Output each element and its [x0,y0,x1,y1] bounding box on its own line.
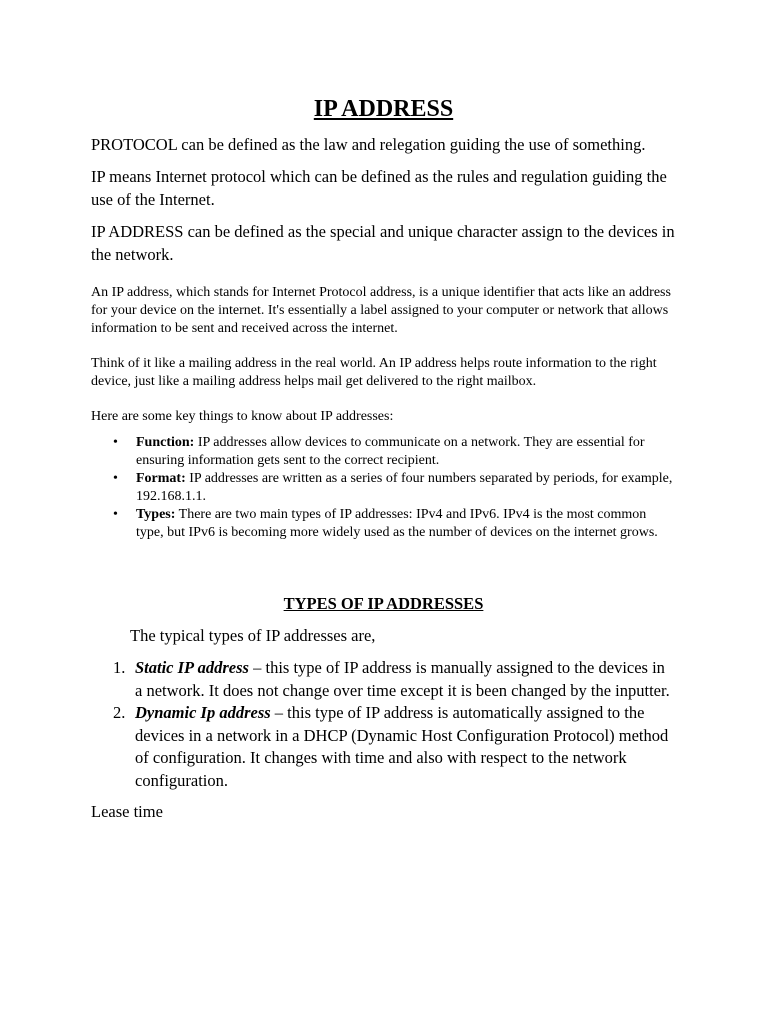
key-point-term: Types: [136,507,176,522]
list-number: 1. [113,658,126,677]
ip-definition: IP means Internet protocol which can be defined as the rules and regulation guiding the use of the Internet. [91,167,667,209]
document-title: IP ADDRESS [313,96,454,122]
key-point-text: IP addresses are written as a series of four numbers separated by periods, for example, 192.168.1.1. [136,471,673,504]
list-item [91,506,676,542]
types-intro: The typical types of IP addresses are, [130,626,376,645]
bullet-marker: • [113,435,118,450]
key-point-term: Format: [136,471,186,486]
dynamic-ip-description: – this type of IP address is automatically assigned to the devices in a network in a DHCP (Dynamic Host Configuration Protocol) method of configuration. It changes with time and also with respect to the network configuration. [135,703,669,790]
ip-types-list [91,657,676,792]
list-item [91,657,676,702]
list-number: 2. [113,703,126,722]
key-point-term: Function: [136,435,195,450]
types-section-heading: TYPES OF IP ADDRESSES [283,594,484,613]
key-points-list [91,434,676,542]
list-item [91,470,676,506]
mailing-analogy-paragraph: Think of it like a mailing address in the real world. An IP address helps route information to the right device, just like a mailing address helps mail get delivered to the right mailbox. [91,356,657,389]
ip-address-definition: IP ADDRESS can be defined as the special and unique character assign to the devices in the network. [91,222,675,264]
list-item [91,434,676,470]
key-point-text: There are two main types of IP addresses: IPv4 and IPv6. IPv4 is the most common type, but IPv6 is becoming more widely used as the number of devices on the internet grows. [136,507,658,540]
ip-explanation-paragraph: An IP address, which stands for Internet Protocol address, is a unique identifier that acts like an address for your device on the internet. It's essentially a label assigned to your computer or network that allows information to be sent and received across the internet. [91,285,671,336]
list-item [91,702,676,792]
static-ip-description: – this type of IP address is manually assigned to the devices in a network. It does not change over time except it is been changed by the inputter. [135,658,670,700]
protocol-definition: PROTOCOL can be defined as the law and relegation guiding the use of something. [91,135,646,154]
bullet-marker: • [113,507,118,522]
key-things-intro: Here are some key things to know about IP addresses: [91,409,394,424]
static-ip-term: Static IP address [135,658,249,677]
key-point-text: IP addresses allow devices to communicate on a network. They are essential for ensuring information gets sent to the correct recipient. [136,435,645,468]
lease-time-line: Lease time [91,802,163,821]
bullet-marker: • [113,471,118,486]
dynamic-ip-term: Dynamic Ip address [135,703,271,722]
